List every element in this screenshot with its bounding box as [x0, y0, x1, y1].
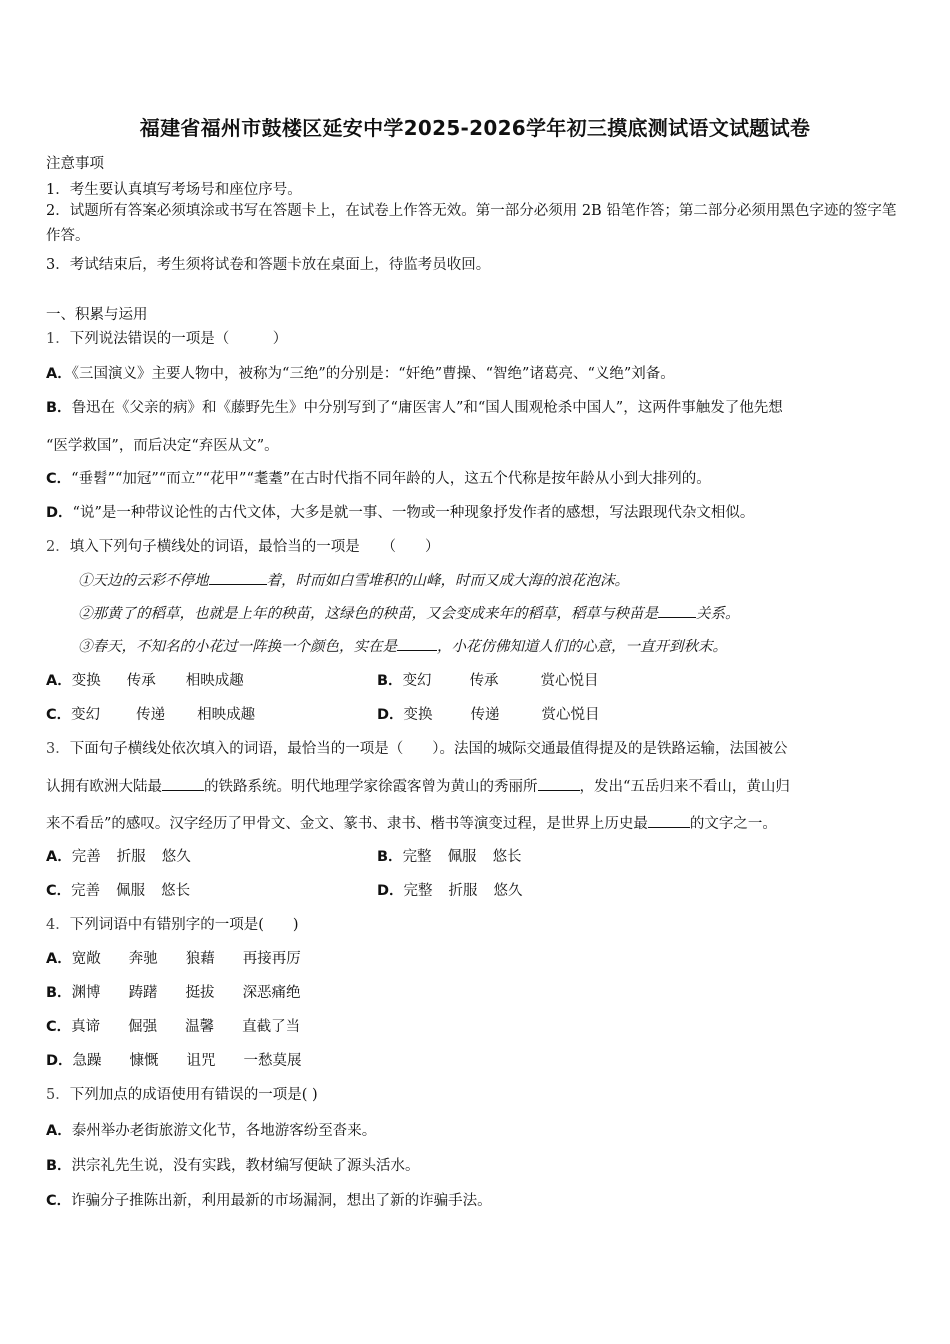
- passage-text: 的铁路系统。明代地理学家徐霞客曾为黄山的秀丽所: [204, 779, 538, 795]
- question-text: 下面句子横线处依次填入的词语，: [69, 741, 288, 757]
- q1-option-d[interactable]: [46, 501, 754, 522]
- option-text: “垂髫”“加冠”“而立”“花甲”“耄耋”在古时代指不同年龄的人，这五个代称是按年龄从小到大排列的。: [71, 471, 711, 487]
- q4-option-a[interactable]: [46, 947, 301, 968]
- option-word: 折服: [116, 849, 146, 865]
- page-title: 福建省福州市鼓楼区延安中学2025-2026学年初三摸底测试语文试题试卷: [139, 116, 811, 140]
- option-text: “说”是一种带议论性的古代文体，大多是就一事、一物或一种现象抒发作者的感想，写法跟现代杂文相似。: [72, 505, 755, 521]
- q3-option-d[interactable]: [377, 879, 523, 900]
- option-word: 赏心悦目: [541, 707, 600, 723]
- option-letter: D．: [46, 1053, 73, 1069]
- option-word: 完善: [71, 883, 101, 899]
- fill-blank[interactable]: [397, 638, 437, 651]
- passage-text: ，发出“五岳归来不看山，黄山归: [579, 779, 790, 795]
- question-number: 2．: [46, 539, 70, 555]
- question-5-stem: [46, 1083, 318, 1104]
- question-1-stem: [46, 327, 287, 348]
- q1-option-b-continued: “医学救国”，而后决定“弃医从文”。: [46, 438, 279, 454]
- q2-sentence-2: [78, 602, 740, 623]
- option-word: 一愁莫展: [243, 1053, 302, 1069]
- option-word: 完整: [403, 883, 433, 899]
- option-word: 完善: [71, 849, 101, 865]
- q5-option-a[interactable]: [46, 1119, 376, 1140]
- question-3-stem: [46, 737, 787, 758]
- notice-heading: 注意事项: [46, 156, 104, 172]
- option-word: 温馨: [185, 1019, 215, 1035]
- option-word: 狼藉: [185, 951, 215, 967]
- option-letter: D．: [46, 505, 73, 521]
- option-word: 相映成趣: [185, 673, 244, 689]
- notice-item-3: 3．考试结束后，考生须将试卷和答题卡放在桌面上，待监考员收回。: [46, 257, 491, 273]
- option-letter: A．: [46, 1123, 72, 1139]
- option-letter: C．: [46, 883, 72, 899]
- fill-blank[interactable]: [658, 605, 696, 618]
- sentence-text: ②那黄了的稻草，也就是上年的秧苗，这绿色的秧苗，又会变成来年的稻草，稻草与秧苗是: [78, 606, 658, 622]
- option-word: 变幻: [71, 707, 101, 723]
- q2-sentence-3: [78, 635, 727, 656]
- option-word: 踌躇: [128, 985, 158, 1001]
- passage-text: 来不看岳”的感叹。汉字经历了甲骨文、金文、篆书、隶书、楷书等演变过程，是世界上历史最: [46, 816, 648, 832]
- q5-option-b[interactable]: [46, 1154, 420, 1175]
- option-text: 《三国演义》主要人物中，被称为“三绝”的分别是：“奸绝”曹操、“智绝”诸葛亮、“义绝”刘备。: [71, 366, 675, 382]
- option-letter: B．: [46, 985, 72, 1001]
- passage-text: 认拥有欧洲大陆最: [46, 779, 162, 795]
- option-word: 悠久: [161, 849, 191, 865]
- option-word: 变换: [71, 673, 101, 689]
- option-letter: B．: [377, 673, 403, 689]
- option-text: 诈骗分子推陈出新，利用最新的市场漏洞，想出了新的诈骗手法。: [71, 1193, 492, 1209]
- q3-option-c[interactable]: [46, 879, 190, 900]
- option-letter: B．: [46, 1158, 72, 1174]
- q3-line-3: [46, 812, 777, 833]
- question-text: 最恰当的一项是（ ）。法国的城际交通最值得提及的是铁路运输，法国被公: [287, 741, 788, 757]
- option-word: 倔强: [128, 1019, 158, 1035]
- q1-option-c[interactable]: [46, 467, 711, 488]
- option-word: 急躁: [72, 1053, 102, 1069]
- option-letter: B．: [377, 849, 403, 865]
- sentence-text: ，小花仿佛知道人们的心意，一直开到秋末。: [437, 639, 727, 655]
- q3-line-2: [46, 775, 790, 796]
- option-letter: B．: [46, 400, 72, 416]
- option-text: 泰州举办老街旅游文化节，各地游客纷至沓来。: [71, 1123, 377, 1139]
- question-number: 3．: [46, 741, 70, 757]
- option-letter: A．: [46, 673, 72, 689]
- option-word: 渊博: [71, 985, 101, 1001]
- q2-option-c[interactable]: [46, 703, 255, 724]
- question-number: 1．: [46, 331, 70, 347]
- option-letter: C．: [46, 1019, 72, 1035]
- fill-blank[interactable]: [162, 778, 204, 791]
- option-word: 赏心悦目: [540, 673, 599, 689]
- option-letter: C．: [46, 1193, 72, 1209]
- option-word: 慷慨: [129, 1053, 159, 1069]
- q2-sentence-1: [78, 569, 629, 590]
- question-text: 下列词语中有错别字的一项是( ): [69, 917, 299, 933]
- option-letter: C．: [46, 471, 72, 487]
- option-word: 悠长: [161, 883, 191, 899]
- option-word: 传承: [126, 673, 156, 689]
- option-word: 折服: [448, 883, 478, 899]
- fill-blank[interactable]: [538, 778, 580, 791]
- option-letter: A．: [46, 366, 72, 382]
- question-text: 下列说法错误的一项是（ ）: [69, 331, 288, 347]
- q3-option-b[interactable]: [377, 845, 522, 866]
- option-letter: D．: [377, 883, 404, 899]
- sentence-text: 关系。: [696, 606, 740, 622]
- option-letter: A．: [46, 951, 72, 967]
- option-letter: C．: [46, 707, 72, 723]
- question-number: 5．: [46, 1087, 70, 1103]
- option-word: 真谛: [71, 1019, 101, 1035]
- option-word: 宽敞: [71, 951, 101, 967]
- option-letter: D．: [377, 707, 404, 723]
- option-word: 挺拔: [185, 985, 215, 1001]
- option-word: 诅咒: [186, 1053, 216, 1069]
- section-heading: 一、积累与运用: [46, 307, 148, 323]
- option-word: 变换: [403, 707, 433, 723]
- q1-option-a[interactable]: [46, 362, 675, 383]
- option-word: 直截了当: [242, 1019, 301, 1035]
- option-word: 传递: [470, 707, 500, 723]
- option-word: 传递: [136, 707, 166, 723]
- question-number: 4．: [46, 917, 70, 933]
- option-text: 鲁迅在《父亲的病》和《藤野先生》中分别写到了“庸医害人”和“国人围观枪杀中国人”，这两件事触发了他先想: [71, 400, 783, 416]
- q1-option-b[interactable]: [46, 396, 783, 417]
- option-word: 传承: [469, 673, 499, 689]
- fill-blank[interactable]: [648, 815, 690, 828]
- fill-blank[interactable]: [209, 572, 267, 585]
- option-word: 变幻: [402, 673, 432, 689]
- option-word: 悠长: [492, 849, 522, 865]
- option-word: 佩服: [116, 883, 146, 899]
- option-text: 洪宗礼先生说，没有实践，教材编写便缺了源头活水。: [71, 1158, 420, 1174]
- question-text: 填入下列句子横线处的词语，最恰当的一项是 （ ）: [69, 539, 440, 555]
- option-word: 悠久: [493, 883, 523, 899]
- option-word: 深恶痛绝: [242, 985, 301, 1001]
- q4-option-d[interactable]: [46, 1049, 302, 1070]
- option-letter: A．: [46, 849, 72, 865]
- sentence-text: 着，时而如白雪堆积的山峰，时而又成大海的浪花泡沫。: [266, 573, 629, 589]
- q2-option-a[interactable]: [46, 669, 244, 690]
- question-text: 下列加点的成语使用有错误的一项是( ): [69, 1087, 318, 1103]
- option-word: 奔驰: [128, 951, 158, 967]
- q3-option-a[interactable]: [46, 845, 191, 866]
- option-word: 再接再厉: [242, 951, 301, 967]
- notice-item-2: 2．试题所有答案必须填涂或书写在答题卡上，在试卷上作答无效。第一部分必须用 2B 铅笔作答；第二部分必须用黑色字迹的签字笔作答。: [46, 203, 897, 244]
- question-2-stem: [46, 535, 439, 556]
- q5-option-c[interactable]: [46, 1189, 492, 1210]
- passage-text: 的文字之一。: [689, 816, 777, 832]
- q2-option-d[interactable]: [377, 703, 600, 724]
- question-4-stem: [46, 913, 299, 934]
- option-word: 完整: [402, 849, 432, 865]
- sentence-text: ①天边的云彩不停地: [78, 573, 209, 589]
- sentence-text: ③春天，不知名的小花过一阵换一个颜色，实在是: [78, 639, 397, 655]
- q4-option-b[interactable]: [46, 981, 301, 1002]
- q2-option-b[interactable]: [377, 669, 599, 690]
- q4-option-c[interactable]: [46, 1015, 300, 1036]
- notice-item-1: 1．考生要认真填写考场号和座位序号。: [46, 182, 302, 198]
- option-word: 相映成趣: [197, 707, 256, 723]
- option-word: 佩服: [447, 849, 477, 865]
